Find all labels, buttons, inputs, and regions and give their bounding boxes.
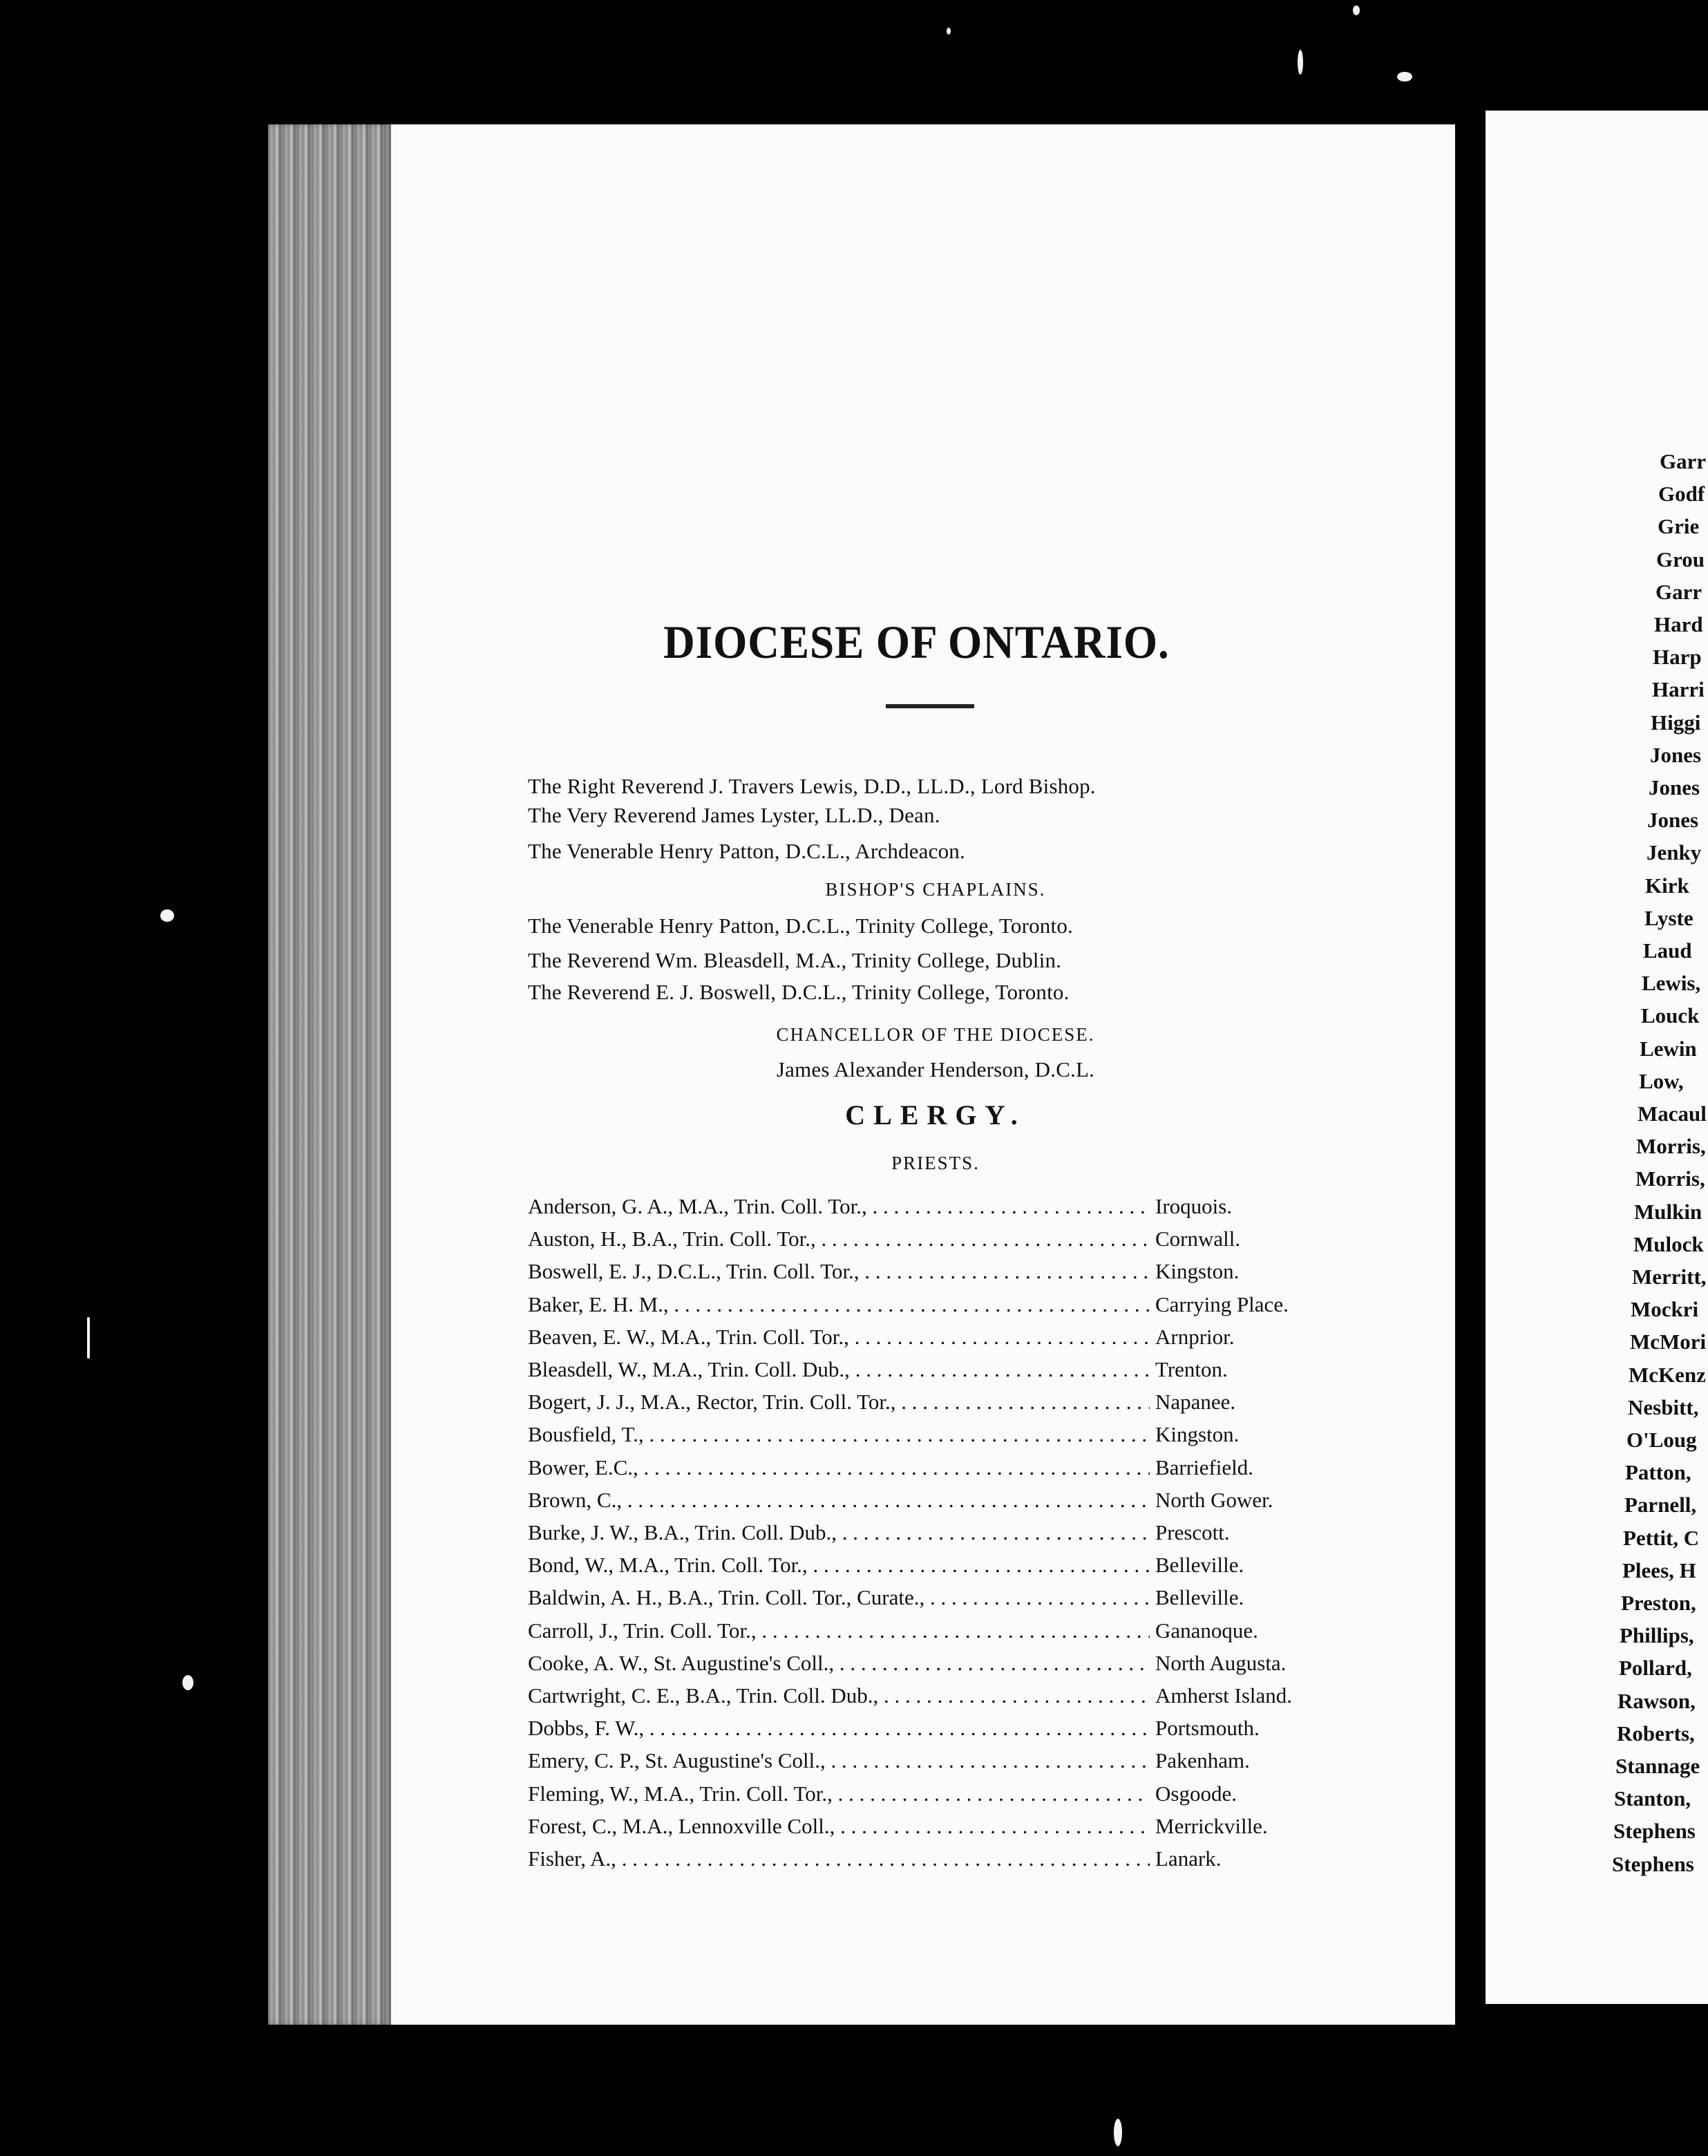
priest-name: Baker, E. H. M., . . . <box>528 1292 1150 1320</box>
official-dean: The Very Reverend James Lyster, LL.D., Dean. <box>528 803 940 827</box>
right-page-entry: Macaul <box>1638 1101 1707 1126</box>
priest-place: Barriefield. <box>1155 1455 1254 1479</box>
chancellor-heading: CHANCELLOR OF THE DIOCESE. <box>776 1024 1095 1045</box>
priest-name: Forest, C., M.A., Lennoxville Coll., . . . <box>528 1814 1150 1842</box>
scan-speck <box>1298 50 1303 75</box>
priest-row <box>528 1814 1343 1842</box>
scan-speck <box>160 909 174 922</box>
right-page-entry: Jones <box>1650 742 1702 767</box>
priest-name: Emery, C. P., St. Augustine's Coll., . . . <box>528 1748 1150 1776</box>
priest-name: Bogert, J. J., M.A., Rector, Trin. Coll. Tor., . . . <box>528 1390 1150 1417</box>
priest-place: Trenton. <box>1155 1357 1228 1381</box>
right-page-entry: Jenky <box>1647 840 1702 865</box>
priest-row <box>528 1846 1343 1874</box>
right-page-entry: Stephens <box>1612 1851 1694 1876</box>
chaplain-item: The Reverend E. J. Boswell, D.C.L., Trinity College, Toronto. <box>528 980 1070 1004</box>
priest-name: Fleming, W., M.A., Trin. Coll. Tor., . . . <box>528 1781 1150 1809</box>
priest-place: Cornwall. <box>1155 1227 1241 1251</box>
priest-row <box>528 1455 1343 1483</box>
right-page-entry: Kirk <box>1645 873 1689 898</box>
priest-row <box>528 1748 1343 1776</box>
right-page-entry: Louck <box>1641 1003 1700 1028</box>
priest-name: Bower, E.C., . . . <box>528 1455 1150 1483</box>
priest-row <box>528 1585 1343 1613</box>
priest-place: Belleville. <box>1155 1585 1244 1610</box>
official-archdeacon: The Venerable Henry Patton, D.C.L., Archdeacon. <box>528 839 965 863</box>
priest-name: Auston, H., B.A., Trin. Coll. Tor., . . . <box>528 1227 1150 1254</box>
right-page-entry: Low, <box>1639 1068 1684 1093</box>
right-page-entry: McMori <box>1630 1330 1707 1354</box>
priest-name: Cooke, A. W., St. Augustine's Coll., . . . <box>528 1651 1150 1679</box>
right-page-entry: Phillips, <box>1620 1623 1694 1648</box>
right-page-entry: Pollard, <box>1619 1656 1692 1681</box>
priest-place: Lanark. <box>1155 1846 1222 1871</box>
right-page-entry: Preston, <box>1621 1591 1696 1615</box>
right-page-entry: Lewin <box>1640 1036 1697 1061</box>
priest-place: Napanee. <box>1155 1390 1236 1415</box>
priest-name: Carroll, J., Trin. Coll. Tor., . . . <box>528 1618 1150 1646</box>
right-page-entry: Lewis, <box>1642 971 1701 996</box>
priest-row <box>528 1390 1343 1417</box>
right-page-entry: McKenz <box>1629 1362 1706 1387</box>
right-page-entry: Lyste <box>1644 905 1693 930</box>
priest-name: Boswell, E. J., D.C.L., Trin. Coll. Tor., . . . <box>528 1259 1150 1287</box>
right-page-entry: Plees, H <box>1622 1558 1696 1582</box>
right-page-entry: Laud <box>1643 938 1692 963</box>
right-page-entry: Mulkin <box>1634 1199 1702 1224</box>
right-page-entry: Jones <box>1649 775 1700 800</box>
priest-row <box>528 1488 1343 1515</box>
priest-row <box>528 1325 1343 1352</box>
chaplain-item: The Venerable Henry Patton, D.C.L., Trinity College, Toronto. <box>528 914 1073 938</box>
right-page-entry: Harp <box>1653 645 1702 670</box>
right-page-entry: Nesbitt, <box>1628 1394 1699 1419</box>
priest-name: Beaven, E. W., M.A., Trin. Coll. Tor., . . . <box>528 1325 1150 1352</box>
priest-name: Brown, C., . . . <box>528 1488 1150 1515</box>
priest-name: Burke, J. W., B.A., Trin. Coll. Dub., . . . <box>528 1520 1150 1548</box>
chaplain-item: The Reverend Wm. Bleasdell, M.A., Trinity College, Dublin. <box>528 948 1062 972</box>
priest-name: Dobbs, F. W., . . . <box>528 1716 1150 1743</box>
right-page-entry: Patton, <box>1625 1460 1691 1485</box>
page-edges <box>268 124 391 2025</box>
chancellor-name: James Alexander Henderson, D.C.L. <box>776 1057 1095 1081</box>
priest-row <box>528 1422 1343 1450</box>
right-page-entry: Stephens <box>1613 1819 1696 1844</box>
priest-place: Merrickville. <box>1155 1813 1268 1838</box>
title-divider <box>886 704 974 708</box>
right-page-entry: Godf <box>1658 482 1705 507</box>
right-page-entry: Pettit, C <box>1623 1525 1700 1550</box>
right-page-entry: Mockri <box>1631 1297 1699 1322</box>
priest-place: Amherst Island. <box>1155 1683 1293 1708</box>
priest-place: Kingston. <box>1155 1259 1240 1284</box>
priest-name: Baldwin, A. H., B.A., Trin. Coll. Tor., Curate., . . . <box>528 1585 1150 1613</box>
right-page-entry: Mulock <box>1633 1231 1704 1256</box>
clergy-heading: CLERGY. <box>845 1099 1026 1131</box>
official-bishop: The Right Reverend J. Travers Lewis, D.D., LL.D., Lord Bishop. <box>528 774 1096 798</box>
right-page-entry: Merritt, <box>1632 1265 1707 1289</box>
scan-speck <box>1114 2119 1122 2146</box>
right-page-entry: Garr <box>1660 449 1707 473</box>
priest-row <box>528 1194 1343 1222</box>
priest-row <box>528 1553 1343 1580</box>
priest-place: Gananoque. <box>1155 1618 1258 1643</box>
scan-speck <box>182 1675 193 1690</box>
priest-name: Cartwright, C. E., B.A., Trin. Coll. Dub., . . . <box>528 1683 1150 1711</box>
right-page-entry: Morris, <box>1636 1134 1706 1159</box>
right-page-entry: Roberts, <box>1617 1721 1695 1746</box>
priest-name: Anderson, G. A., M.A., Trin. Coll. Tor., . . . <box>528 1194 1150 1222</box>
priests-heading: PRIESTS. <box>891 1153 980 1173</box>
right-page-entry: Grou <box>1656 547 1705 571</box>
priest-place: Portsmouth. <box>1155 1716 1260 1741</box>
priest-place: Kingston. <box>1155 1422 1240 1447</box>
chaplains-heading: BISHOP'S CHAPLAINS. <box>825 879 1046 900</box>
priest-row <box>528 1292 1343 1320</box>
priest-row <box>528 1781 1343 1809</box>
right-page-entry: Parnell, <box>1624 1493 1697 1517</box>
right-page-entry: Rawson, <box>1617 1688 1696 1713</box>
priest-row <box>528 1651 1343 1679</box>
right-page-entry: Garr <box>1655 579 1702 604</box>
priest-place: Belleville. <box>1155 1553 1244 1578</box>
right-page-entry: O'Loug <box>1626 1428 1697 1452</box>
priest-place: North Augusta. <box>1155 1650 1287 1675</box>
priest-place: Prescott. <box>1155 1520 1230 1544</box>
priest-name: Bond, W., M.A., Trin. Coll. Tor., . . . <box>528 1553 1150 1580</box>
priest-name: Bousfield, T., . . . <box>528 1422 1150 1450</box>
priest-row <box>528 1357 1343 1385</box>
priest-place: Arnprior. <box>1155 1324 1235 1349</box>
scan-speck <box>1353 6 1360 15</box>
priest-row <box>528 1618 1343 1646</box>
book-gutter <box>1455 111 1488 2039</box>
page-title: DIOCESE OF ONTARIO. <box>663 616 1170 668</box>
priest-row <box>528 1716 1343 1743</box>
priest-place: North Gower. <box>1155 1487 1273 1512</box>
scan-speck <box>1397 72 1412 82</box>
priest-row <box>528 1227 1343 1254</box>
priest-name: Fisher, A., . . . <box>528 1846 1150 1874</box>
priest-row <box>528 1683 1343 1711</box>
priest-place: Pakenham. <box>1155 1748 1250 1773</box>
priest-place: Iroquois. <box>1155 1194 1233 1218</box>
right-page-entry: Morris, <box>1635 1166 1705 1191</box>
priest-row <box>528 1520 1343 1548</box>
priest-place: Osgoode. <box>1155 1781 1237 1806</box>
scan-speck <box>87 1317 90 1359</box>
scan-speck <box>947 28 951 35</box>
right-page-entry: Harri <box>1652 677 1705 702</box>
priest-name: Bleasdell, W., M.A., Trin. Coll. Dub., . . . <box>528 1357 1150 1385</box>
right-page-entry: Stannage <box>1615 1754 1700 1778</box>
right-page-entry: Hard <box>1654 612 1703 636</box>
priest-row <box>528 1259 1343 1287</box>
right-page-entry: Grie <box>1658 514 1700 539</box>
right-page-entry: Stanton, <box>1614 1786 1691 1811</box>
right-page-entry: Jones <box>1647 808 1699 833</box>
priest-place: Carrying Place. <box>1155 1292 1289 1316</box>
right-page-entry: Higgi <box>1651 710 1701 735</box>
